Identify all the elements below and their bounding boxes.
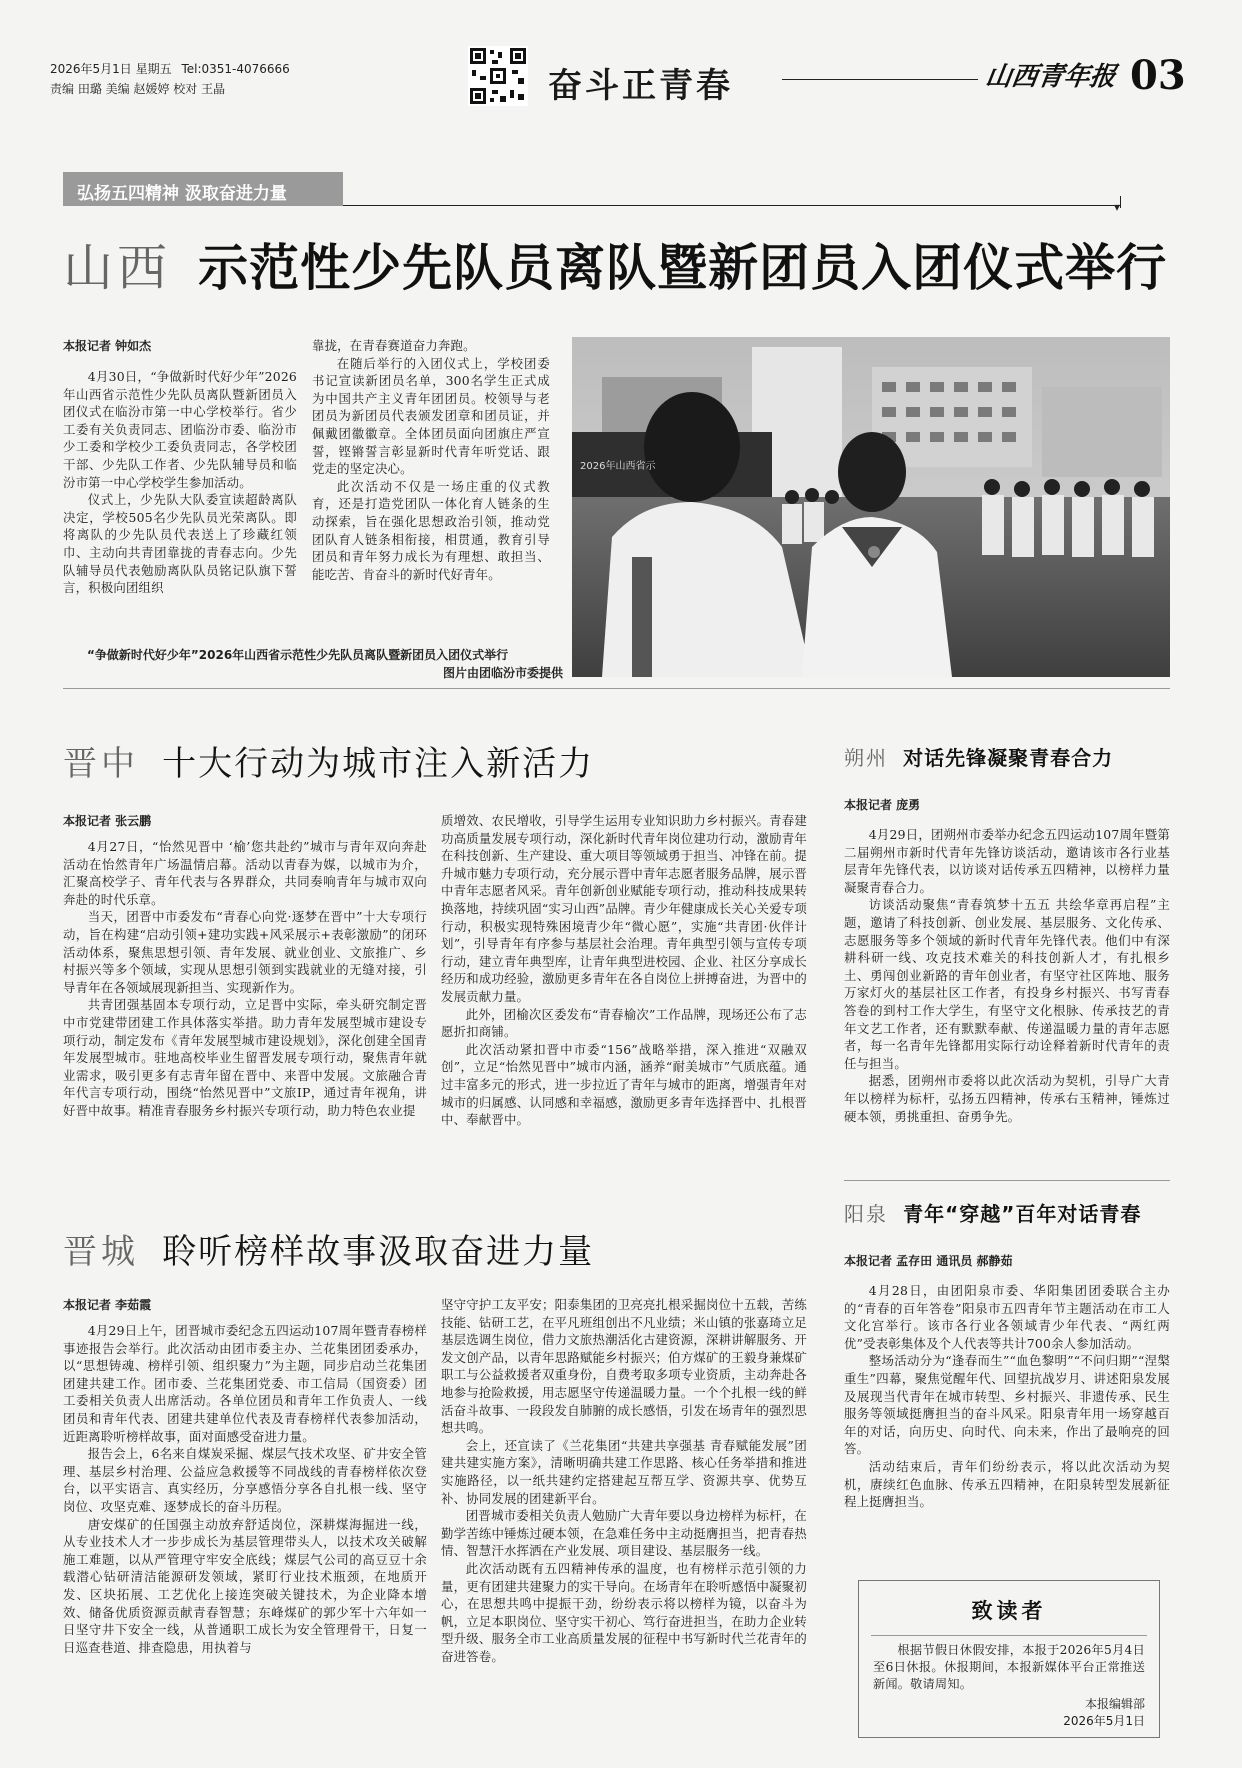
paragraph: 整场活动分为“逢春而生”“血色黎明”“不问归期”“涅槃重生”四幕，聚焦觉醒年代、回望抗战岁月、讲述阳泉发展及展现当代青年在城市转型、乡村振兴、非遗传承、民生服务等领域挺膺担当的奋斗风采。阳泉青年用一场穿越百年的对话，向历史、向时代、向未来，作出了最响亮的回答。 <box>844 1353 1170 1457</box>
jincheng-headline <box>63 1224 594 1273</box>
notice-title: 致读者 <box>971 1599 1047 1623</box>
paragraph: 团晋城市委相关负责人勉励广大青年要以身边榜样为标杆，在勤学苦练中锤炼过硬本领，在急难任务中主动挺膺担当，把青春热情、智慧汗水挥洒在产业发展、项目建设、基层服务一线。 <box>441 1508 807 1559</box>
paragraph: 4月29日，团朔州市委举办纪念五四运动107周年暨第二届朔州市新时代青年先锋访谈活动，邀请该市各行业基层青年先锋代表，以访谈对话传承五四精神，以榜样力量凝聚青春合力。 <box>844 827 1170 895</box>
issue-date: 2026年5月1日 星期五 <box>50 62 172 76</box>
paragraph: 4月29日上午，团晋城市委纪念五四运动107周年暨青春榜样事迹报告会举行。此次活动由团市委主办、兰花集团团委承办，以“思想铸魂、榜样引领、组织聚力”为主题，同步启动兰花集团团建共建工作。团市委、兰花集团党委、市工信局（国资委）团工委相关负责人出席活动。各单位团员和青年工作负责人、一线团员和青年代表、团建共建单位代表及青春榜样代表参加活动，近距离聆听榜样故事，面对面感受奋进力量。 <box>63 1323 427 1444</box>
paragraph: 坚守守护工友平安；阳泰集团的卫亮亮扎根采掘岗位十五载，苦练技能、钻研工艺，在平凡班组创出不凡业绩；米山镇的张嘉琦立足基层选调生岗位，借力文旅热潮活化古建资源，深耕讲解服务、开发文创产品，以青年思路赋能乡村振兴；伯方煤矿的王毅身兼煤矿职工与公益救援者双重身份，自费考取多项专业资质，主动奔赴各地参与抢险救援，用志愿坚守传递温暖力量。一个个扎根一线的鲜活奋斗故事、一段段发自肺腑的成长感悟，引发在场青年的强烈思想共鸣。 <box>441 1297 807 1436</box>
lead-column-1 <box>63 368 297 597</box>
paragraph: 会上，还宣读了《兰花集团“共建共享强基 青春赋能发展”团建共建实施方案》，清晰明确共建工作思路、核心任务举措和推进实施路径，以一纸共建约定搭建起互帮互学、资源共享、优势互补、协同发展的团建新平台。 <box>441 1437 807 1506</box>
date-line <box>50 60 290 77</box>
paragraph: 当天，团晋中市委发布“青春心向党·逐梦在晋中”十大专项行动，旨在构建“启动引领+建功实践+风采展示+表彰激励”的闭环活动体系，聚焦思想引领、青年发展、就业创业、文旅推广、乡村振兴等多个领域，实现从思想引领到实践就业的无缝对接，引导青年在各领域展现新担当、实现新作为。 <box>63 909 427 995</box>
jincheng-region: 晋城 <box>63 1232 139 1272</box>
paragraph: 唐安煤矿的任国强主动放弃舒适岗位，深耕煤海掘进一线，从专业技术人才一步步成长为基层管理带头人，以技术攻关破解施工难题，以从严管理守牢安全底线；煤层气公司的高豆豆十余载潜心钻研清洁能源研发领域，紧盯行业技术瓶颈，在地质开发、区块拓展、工艺优化上接连突破关键技术，为企业降本增效、储备优质资源贡献青春智慧；东峰煤矿的郭少军十六年如一日坚守井下安全一线，从普通职工成长为安全管理骨干，日复一日巡查巷道、排查隐患，用执着与 <box>63 1516 427 1655</box>
kicker-text: 弘扬五四精神 汲取奋进力量 <box>77 184 287 204</box>
jinzhong-column-1 <box>63 838 427 1120</box>
notice-body: 根据节假日休假安排，本报于2026年5月4日至6日休报。休报期间，本报新媒体平台正常推送新闻。敬请周知。 <box>873 1643 1145 1691</box>
jinzhong-headline <box>63 736 594 785</box>
lead-column-2 <box>312 337 550 583</box>
jincheng-column-1 <box>63 1322 427 1656</box>
paragraph: 据悉，团朔州市委将以此次活动为契机，引导广大青年以榜样为标杆，弘扬五四精神，传承右玉精神，锤炼过硬本领，勇挑重担、奋勇争先。 <box>844 1073 1170 1124</box>
paragraph: 共青团强基固本专项行动，立足晋中实际，牵头研究制定晋中市党建带团建工作具体落实举措。助力青年发展型城市建设专项行动，制定发布《青年发展型城市建设规划》，深化创建全国青年发展型城市。驻地高校毕业生留晋发展专项行动，聚焦青年就业需求，吸引更多有志青年留在晋中、来晋中发展。文旅融合青年代言专项行动，围绕“怡然见晋中”文旅IP，通过青年视角，讲好晋中故事。精准青春服务乡村振兴专项行动，助力特色农业提 <box>63 997 427 1118</box>
paragraph: 此次活动紧扣晋中市委“156”战略举措，深入推进“双融双创”，立足“怡然见晋中”城市内涵，涵养“耐美城市”气质底蕴。通过丰富多元的形式，进一步拉近了青年与城市的距离，增强青年对城市的归属感、认同感和幸福感，激励更多青年选择晋中、扎根晋中、奉献晋中。 <box>441 1041 807 1128</box>
jinzhong-byline: 本报记者 张云鹏 <box>63 814 152 828</box>
paragraph: 此次活动既有五四精神传承的温度，也有榜样示范引领的力量，更有团建共建聚力的实干导向。在场青年在聆听感悟中凝聚初心，在思想共鸣中提振干劲，纷纷表示将以榜样为镜，以奋斗为帆，立足本职岗位、坚守实干初心、笃行奋进担当，在助力企业转型升级、服务全市工业高质量发展的征程中书写新时代兰花青年的奋进答卷。 <box>441 1560 807 1664</box>
paragraph: 4月27日，“怡然见晋中 ‘榆’您共赴约”城市与青年双向奔赴活动在怡然青年广场温情启幕。活动以青春为媒，以城市为介，汇聚高校学子、青年代表与各界群众，共同奏响青年与城市双向奔赴的时代乐章。 <box>63 839 427 907</box>
notice-date: 2026年5月1日 <box>1063 1714 1145 1728</box>
yangquan-region: 阳泉 <box>844 1202 888 1226</box>
staff-line: 责编 田璐 美编 赵媛婷 校对 王晶 <box>50 82 226 96</box>
shuozhou-byline: 本报记者 庞勇 <box>844 798 921 812</box>
paper-logo: 山西青年报 <box>983 62 1118 92</box>
lead-photo <box>572 337 1170 677</box>
paragraph: 报告会上，6名来自煤炭采掘、煤层气技术攻坚、矿井安全管理、基层乡村治理、公益应急救援等不同战线的青春榜样依次登台，以平实语言、真实经历，分享感悟分享各自扎根一线、坚守岗位、攻坚克难、逐梦成长的奋斗历程。 <box>63 1446 427 1514</box>
kicker-rule <box>343 205 1120 206</box>
jinzhong-column-2 <box>441 812 807 1129</box>
section-name: 奋斗正青春 <box>548 66 733 106</box>
yangquan-body <box>844 1282 1170 1511</box>
paragraph: 此外，团榆次区委发布“青春榆次”工作品牌，现场还公布了志愿折扣商铺。 <box>441 1006 807 1040</box>
paragraph: 4月30日，“争做新时代好少年”2026年山西省示范性少先队员离队暨新团员入团仪式在临汾市第一中心学校举行。省少工委有关负责同志、团临汾市委、临汾市少工委和学校少工委负责同志，各学校团干部、少先队工作者、少先队辅导员和临汾市第一中心学校学生参加活动。 <box>63 369 297 490</box>
yangquan-byline: 本报记者 孟存田 通讯员 郝静茹 <box>844 1254 1013 1268</box>
lead-region: 山西 <box>63 239 171 297</box>
paragraph: 在随后举行的入团仪式上，学校团委书记宣读新团员名单，300名学生正式成为中国共产主义青年团团员。校领导与老团员为新团员代表颁发团章和团员证，并佩戴团徽徽章。全体团员面向团旗庄严宣誓，铿锵誓言彰显新时代青年听党话、跟党走的坚定决心。 <box>312 355 550 477</box>
lead-bottom-rule <box>63 688 1170 689</box>
photo-credit: 图片由团临汾市委提供 <box>442 666 563 680</box>
jincheng-title: 聆听榜样故事汲取奋进力量 <box>162 1232 595 1272</box>
paragraph: 访谈活动聚焦“青春筑梦十五五 共绘华章再启程”主题，邀请了科技创新、创业发展、基层服务、文化传承、志愿服务等多个领域的新时代青年先锋代表。他们中有深耕科研一线、攻克技术难关的科技创新人才，有扎根乡土、勇闯创业新路的青年创业者，有坚守社区阵地、服务万家灯火的基层社区工作者，有投身乡村振兴、书写青春答卷的到村工作大学生，有坚守文化根脉、传承技艺的青年文艺工作者，还有默默奉献、传递温暖力量的青年志愿者，每一名青年先锋都用实际行动诠释着新时代青年的责任与担当。 <box>844 897 1170 1071</box>
masthead-rule <box>782 79 978 80</box>
paragraph: 4月28日，由团阳泉市委、华阳集团团委联合主办的“青春的百年答卷”阳泉市五四青年节主题活动在市工人文化宫举行。该市各行业各领域青少年代表、“两红两优”受表彰集体及个人代表等共计700余人参加活动。 <box>844 1283 1170 1351</box>
shuozhou-title: 对话先锋凝聚青春合力 <box>903 746 1114 770</box>
arrow-down-icon: ▾ <box>1114 200 1121 214</box>
kicker-rule-tick <box>1120 196 1121 208</box>
paragraph: 仪式上，少先队大队委宣读超龄离队决定，学校505名少先队员光荣离队。即将离队的少先队员代表送上了珍藏红领巾、主动向共青团靠拢的青春志向。少先队辅导员代表勉励离队队员铭记队旗下誓言，积极向团组织 <box>63 492 297 596</box>
shuozhou-bottom-rule <box>844 1180 1170 1181</box>
jincheng-column-2 <box>441 1296 807 1665</box>
lead-caption <box>63 646 563 682</box>
shuozhou-region: 朔州 <box>844 746 888 770</box>
paragraph: 活动结束后，青年们纷纷表示，将以此次活动为契机，赓续红色血脉、传承五四精神，在阳泉转型发展新征程上挺膺担当。 <box>844 1458 1170 1510</box>
notice-divider <box>871 1635 1147 1636</box>
paragraph: 靠拢，在青春赛道奋力奔跑。 <box>312 338 476 353</box>
kicker-box <box>63 172 343 206</box>
jincheng-byline: 本报记者 李茹霞 <box>63 1298 152 1312</box>
reader-notice-box <box>858 1580 1160 1738</box>
paragraph: 此次活动不仅是一场庄重的仪式教育，还是打造党团队一体化育人链条的生动探索，旨在强化思想政治引领，推动党团队育人链条相衔接，相贯通，教育引导团员和青年努力成长为有理想、敢担当、能吃苦、肯奋斗的新时代好青年。 <box>312 478 550 582</box>
yangquan-title: 青年“穿越”百年对话青春 <box>903 1202 1142 1226</box>
lead-headline <box>63 228 1167 300</box>
masthead <box>0 0 1242 120</box>
shuozhou-body <box>844 826 1170 1125</box>
yangquan-headline <box>844 1198 1141 1227</box>
paragraph: 质增效、农民增收，引导学生运用专业知识助力乡村振兴。青春建功高质量发展专项行动，深化新时代青年岗位建功行动，激励青年在科技创新、生产建设、重大项目等领域勇于担当、冲锋在前。提升城市魅力专项行动，充分展示晋中青年志愿者服务品牌，展示晋中青年志愿者风采。青年创新创业赋能专项行动，推动科技成果转换落地，持续巩固“实习山西”品牌。青少年健康成长关心关爱专项行动，积极实现特殊困境青少年“微心愿”，实施“共青团·伙伴计划”，引导青年有序参与基层社会治理。青年典型引领与宣传专项行动，建立青年典型库，让青年典型进校园、企业、社区分享成长经历和成功经验，激励更多青年在各自岗位上拼搏奋进，为晋中的发展贡献力量。 <box>441 813 807 1004</box>
caption-text: “争做新时代好少年”2026年山西省示范性少先队员离队暨新团员入团仪式举行 <box>87 648 509 662</box>
qr-code-icon <box>468 46 528 106</box>
page-number: 03 <box>1130 52 1186 99</box>
tel-number: Tel:0351-4076666 <box>181 62 290 76</box>
photo-stage-banner: 2026年山西省示 <box>580 461 656 472</box>
jinzhong-region: 晋中 <box>63 744 139 784</box>
lead-title: 示范性少先队员离队暨新团员入团仪式举行 <box>198 238 1168 297</box>
jinzhong-title: 十大行动为城市注入新活力 <box>162 744 595 784</box>
shuozhou-headline <box>844 742 1113 771</box>
notice-signature: 本报编辑部 <box>1084 1697 1145 1711</box>
lead-byline: 本报记者 钟如杰 <box>63 339 152 353</box>
